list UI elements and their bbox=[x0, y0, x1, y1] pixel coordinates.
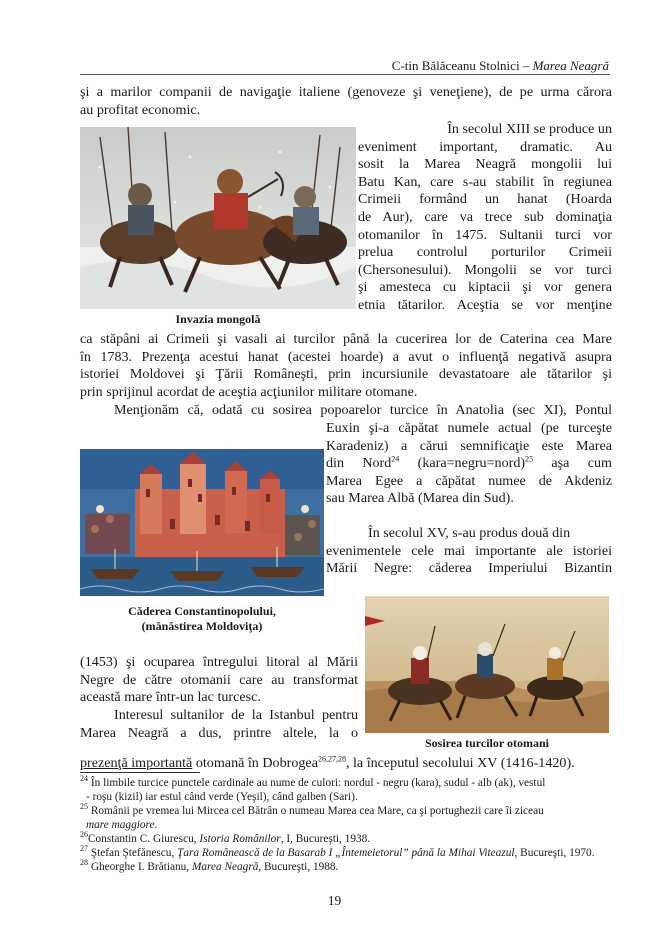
text-line: (1453) şi ocuparea întregului litoral al Mării bbox=[80, 654, 358, 670]
caption-line: (mănăstirea Moldoviţa) bbox=[141, 619, 263, 633]
text-line: etnia tătarilor. Aceştia se vor menţine bbox=[358, 296, 612, 313]
text-line: au profitat economic. bbox=[80, 101, 201, 118]
footnote-24-cont: - roşu (kizil) iar estul când verde (Yeşil), când galben (Sari). bbox=[86, 791, 358, 803]
text-line: În secolul XIII se produce un bbox=[447, 121, 612, 137]
text-line: prezenţă importantă otomană în Dobrogea$^{26,27,28}$, la începutul secolului XV (1416-1420). bbox=[80, 754, 575, 771]
text-line: Interesul sultanilor de la Istanbul pentru bbox=[114, 707, 358, 723]
text-line: sau Marea Albă (Marea din Sud). bbox=[326, 490, 514, 507]
running-header bbox=[392, 58, 609, 74]
text-line: în 1783. Prezenţa acestui hanat (acestei hoarde) a avut o influenţă negativă asupra bbox=[80, 348, 612, 365]
footnotes bbox=[80, 776, 612, 874]
header-rule bbox=[80, 74, 610, 75]
page-number: 19 bbox=[327, 893, 342, 908]
header-author: C-tin Bălăceanu Stolnici – bbox=[391, 58, 530, 73]
fall-of-constantinople-fresco bbox=[80, 449, 324, 596]
caption-ottoman-arrival: Sosirea turcilor otomani bbox=[425, 736, 549, 750]
text-line: Marea Neagră a dus, printre altele, la o bbox=[80, 724, 358, 741]
text-line: Euxin şi-a căpătat numele actual (pe turceşte bbox=[326, 420, 612, 436]
text-line: Menţionăm că, odată cu sosirea popoarelor turcice în Anatolia (sec XI), Pontul bbox=[114, 402, 612, 418]
caption-line: Căderea Constantinopolului, bbox=[128, 604, 276, 618]
footnote-27: $^{27}$ Ştefan Ştefănescu, Ţara Românească de la Basarab I „Întemeietorul” până la Mihai Viteazul, Bucureşti, 1970. bbox=[80, 844, 595, 859]
text-line: şi amesteca cu kiptacii şi vor genera bbox=[358, 279, 612, 296]
text-line: istoriei Moldovei şi Ţării Româneşti, prin incursiunile devastatoare ale tătarilor şi bbox=[80, 366, 612, 383]
text-line: Mării Negre: căderea Imperiului Bizantin bbox=[326, 560, 612, 577]
text-line: (Chersonesului). Mongolii se vor turci bbox=[358, 261, 612, 278]
footnote-28: $^{28}$ Gheorghe I. Brătianu, Marea Neagră, Bucureşti, 1988. bbox=[80, 858, 339, 873]
caption-mongol-invasion: Invazia mongolă bbox=[175, 312, 261, 326]
text-line: Karadeniz) a cărui semnificaţie este Marea bbox=[326, 437, 612, 454]
paragraph-dobrogea-line bbox=[80, 755, 612, 773]
footnote-rule bbox=[80, 772, 200, 773]
text-line: ca stăpâni ai Crimeii şi vasali ai turcilor până la cucerirea lor de Caterina cea Mare bbox=[80, 331, 612, 347]
underlined-phrase: prezenţă importantă bbox=[80, 755, 193, 771]
ottoman-arrival-painting bbox=[365, 596, 609, 733]
paragraph-black-sea-side bbox=[326, 420, 612, 508]
footnote-25-cont: mare maggiore. bbox=[86, 819, 158, 831]
paragraph-black-sea-name bbox=[80, 402, 612, 420]
text-line: eveniment important, dramatic. Au bbox=[358, 138, 612, 155]
paragraph-fifteenth-century bbox=[326, 525, 612, 578]
mongol-invasion-painting bbox=[80, 127, 356, 309]
footnote-25: $^{25}$ Românii pe vremea lui Mircea cel Bătrân o numeau Marea cea Mare, ca şi portughezii care îi ziceau bbox=[80, 802, 544, 817]
footnote-ref-25[interactable]: 25 bbox=[525, 454, 534, 464]
paragraph-ottoman-conquest bbox=[80, 654, 358, 707]
paragraph-mongols-continued bbox=[80, 331, 612, 401]
text-line: otomanilor în 1475. Sultanii turci vor bbox=[358, 226, 612, 243]
text-line: În secolul XV, s-au produs două din bbox=[368, 525, 571, 541]
text-line: evenimentele cele mai importante ale istoriei bbox=[326, 542, 612, 559]
footnote-24: $^{24}$ În limbile turcice punctele cardinale au nume de culori: nordul - negru (kara), sudul - alb (ak), vestul bbox=[80, 774, 546, 789]
text-line: prin sprijinul acordat de aceştia acţiunilor militare otomane. bbox=[80, 383, 418, 400]
paragraph-mongols-full bbox=[80, 314, 612, 332]
text-line: Crimeii formând un hanat (Hoarda bbox=[358, 191, 612, 208]
caption-constantinople bbox=[80, 604, 324, 634]
text-line: prelua controlul porturilor Crimeii bbox=[358, 244, 612, 261]
text-line: de Aur), care va trece sub dominaţia bbox=[358, 208, 612, 225]
text-line-with-notes: din Nord$^{24}$ (kara=negru=nord)$^{25}$ aşa cum bbox=[326, 454, 612, 472]
paragraph-sultans-interest bbox=[80, 707, 358, 742]
text-line: sosit la Marea Neagră mongolii lui bbox=[358, 156, 612, 173]
text-line: şi a marilor companii de navigaţie italiene (genoveze şi veneţiene), de pe urma cărora bbox=[80, 84, 612, 100]
footnote-26: $^{26}$Constantin C. Giurescu, Istoria Românilor, I, Bucureşti, 1938. bbox=[80, 830, 371, 845]
text-line: Marea Egee a căpătat numee de Akdeniz bbox=[326, 472, 612, 489]
paragraph-mongols-side bbox=[358, 121, 612, 315]
text-line: această mare într-un lac turcesc. bbox=[80, 689, 261, 706]
footnote-ref-26-28[interactable]: 26,27,28 bbox=[317, 754, 346, 764]
intro-paragraph bbox=[80, 84, 612, 119]
header-book-title: Marea Neagră bbox=[532, 58, 609, 73]
text-line: Negre de către otomanii care au transformat bbox=[80, 671, 358, 688]
footnote-ref-24[interactable]: 24 bbox=[391, 454, 400, 464]
text-line: Batu Kan, care s-au stabilit în regiunea bbox=[358, 173, 612, 190]
